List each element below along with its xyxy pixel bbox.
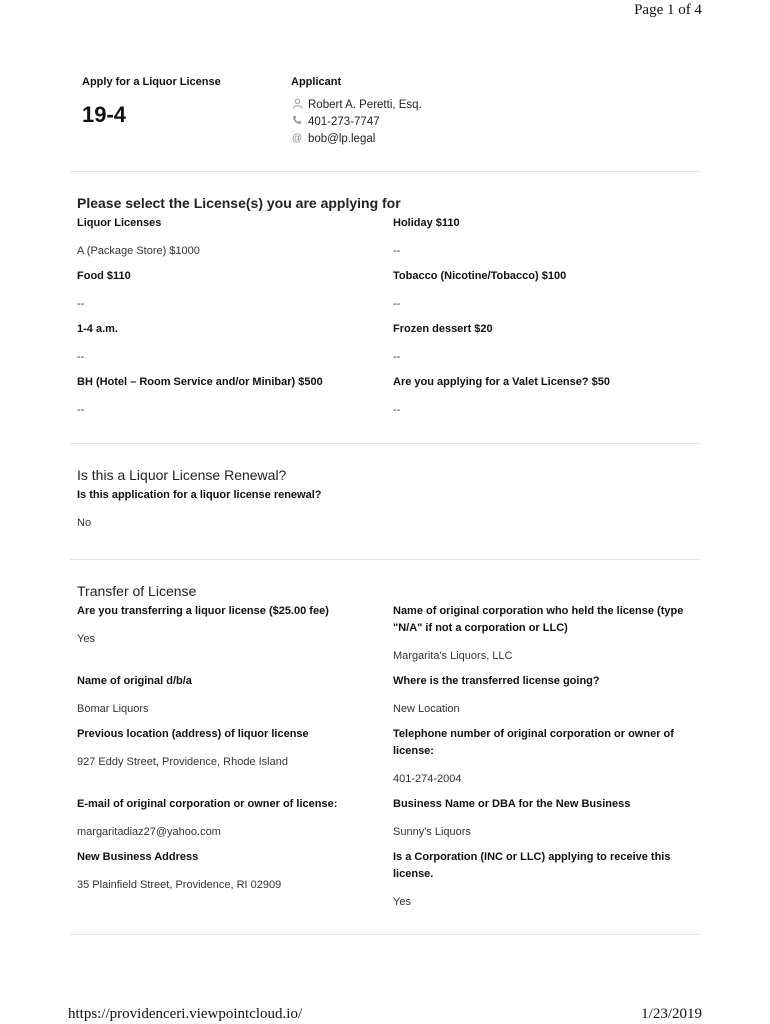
divider	[70, 934, 700, 935]
licenses-section	[77, 195, 702, 423]
renewal-fields	[77, 483, 702, 536]
field-answer: --	[77, 298, 85, 310]
footer-date: 1/23/2019	[641, 1006, 702, 1022]
field-answer: --	[393, 245, 401, 257]
field-answer: Yes	[77, 633, 95, 645]
field	[393, 669, 702, 722]
applicant-phone[interactable]: 401-273-7747	[308, 115, 380, 128]
field-answer: New Location	[393, 703, 460, 715]
field-answer: Sunny's Liquors	[393, 826, 471, 838]
licenses-title: Please select the License(s) you are applying for	[77, 195, 401, 211]
field	[77, 722, 393, 792]
field	[77, 599, 393, 669]
transfer-title: Transfer of License	[77, 583, 197, 599]
field-answer: 927 Eddy Street, Providence, Rhode Island	[77, 756, 288, 768]
field-question: Name of original d/b/a	[77, 675, 192, 687]
field-question: BH (Hotel – Room Service and/or Minibar) $500	[77, 376, 323, 388]
field-answer: --	[393, 351, 401, 363]
field-question: Are you transferring a liquor license ($25.00 fee)	[77, 605, 329, 617]
field-answer: 401-274-2004	[393, 773, 462, 785]
form-label: Apply for a Liquor License	[82, 76, 221, 88]
field-answer: --	[393, 404, 401, 416]
field	[77, 317, 393, 370]
applicant-phone-row	[291, 113, 591, 130]
field-question: Tobacco (Nicotine/Tobacco) $100	[393, 270, 567, 282]
page-number: Page 1 of 4	[634, 2, 702, 18]
field-answer: 35 Plainfield Street, Providence, RI 02909	[77, 879, 282, 891]
field-answer: A (Package Store) $1000	[77, 245, 200, 257]
applicant-email[interactable]: bob@lp.legal	[308, 132, 376, 145]
licenses-fields	[77, 211, 702, 423]
field-answer: --	[77, 351, 85, 363]
applicant-name: Robert A. Peretti, Esq.	[308, 98, 422, 111]
field-question: Food $110	[77, 270, 131, 282]
field-question: Previous location (address) of liquor license	[77, 728, 309, 740]
field-question: New Business Address	[77, 851, 199, 863]
field	[77, 211, 393, 264]
field	[77, 845, 393, 915]
field-question: Business Name or DBA for the New Business	[393, 798, 631, 810]
field-question: E-mail of original corporation or owner of license:	[77, 798, 338, 810]
field-question: Telephone number of original corporation or owner of license:	[393, 728, 674, 757]
applicant-label: Applicant	[291, 76, 342, 88]
field	[393, 845, 702, 915]
transfer-fields	[77, 599, 702, 915]
at-icon: @	[291, 133, 303, 144]
field-question: Is this application for a liquor license renewal?	[77, 489, 322, 501]
divider	[70, 443, 700, 444]
renewal-title: Is this a Liquor License Renewal?	[77, 467, 287, 483]
applicant-name-row	[291, 96, 591, 113]
divider	[70, 559, 700, 560]
field-question: Is a Corporation (INC or LLC) applying to receive this license.	[393, 851, 671, 880]
person-icon	[291, 98, 303, 112]
field	[393, 599, 702, 669]
field-answer: --	[77, 404, 85, 416]
renewal-section	[77, 467, 702, 536]
field	[393, 264, 702, 317]
field-answer: Margarita's Liquors, LLC	[393, 650, 513, 662]
applicant-email-row	[291, 130, 591, 147]
field	[77, 669, 393, 722]
case-id: 19-4	[82, 102, 127, 127]
field	[77, 370, 393, 423]
field-answer: margaritadiaz27@yahoo.com	[77, 826, 221, 838]
field-answer: Bomar Liquors	[77, 703, 149, 715]
footer-url[interactable]: https://providenceri.viewpointcloud.io/	[68, 1006, 303, 1022]
field-answer: No	[77, 517, 92, 529]
field	[77, 264, 393, 317]
field-answer: Yes	[393, 896, 411, 908]
field	[393, 370, 702, 423]
field	[77, 792, 393, 845]
field	[393, 722, 702, 792]
field-question: Frozen dessert $20	[393, 323, 493, 335]
field-question: Where is the transferred license going?	[393, 675, 600, 687]
field	[393, 792, 702, 845]
phone-icon	[291, 115, 303, 128]
field-question: 1-4 a.m.	[77, 323, 118, 335]
field	[393, 317, 702, 370]
transfer-section	[77, 583, 702, 915]
field-answer: --	[393, 298, 401, 310]
divider	[70, 171, 700, 172]
field-question: Holiday $110	[393, 217, 460, 229]
field	[77, 483, 393, 536]
field-question: Name of original corporation who held the license (type "N/A" if not a corporation or LLC)	[393, 605, 684, 634]
applicant-block	[291, 76, 591, 147]
field-question: Liquor Licenses	[77, 217, 162, 229]
record-summary	[82, 76, 282, 128]
field	[393, 211, 702, 264]
applicant-contact	[291, 96, 591, 147]
field-question: Are you applying for a Valet License? $50	[393, 376, 611, 388]
